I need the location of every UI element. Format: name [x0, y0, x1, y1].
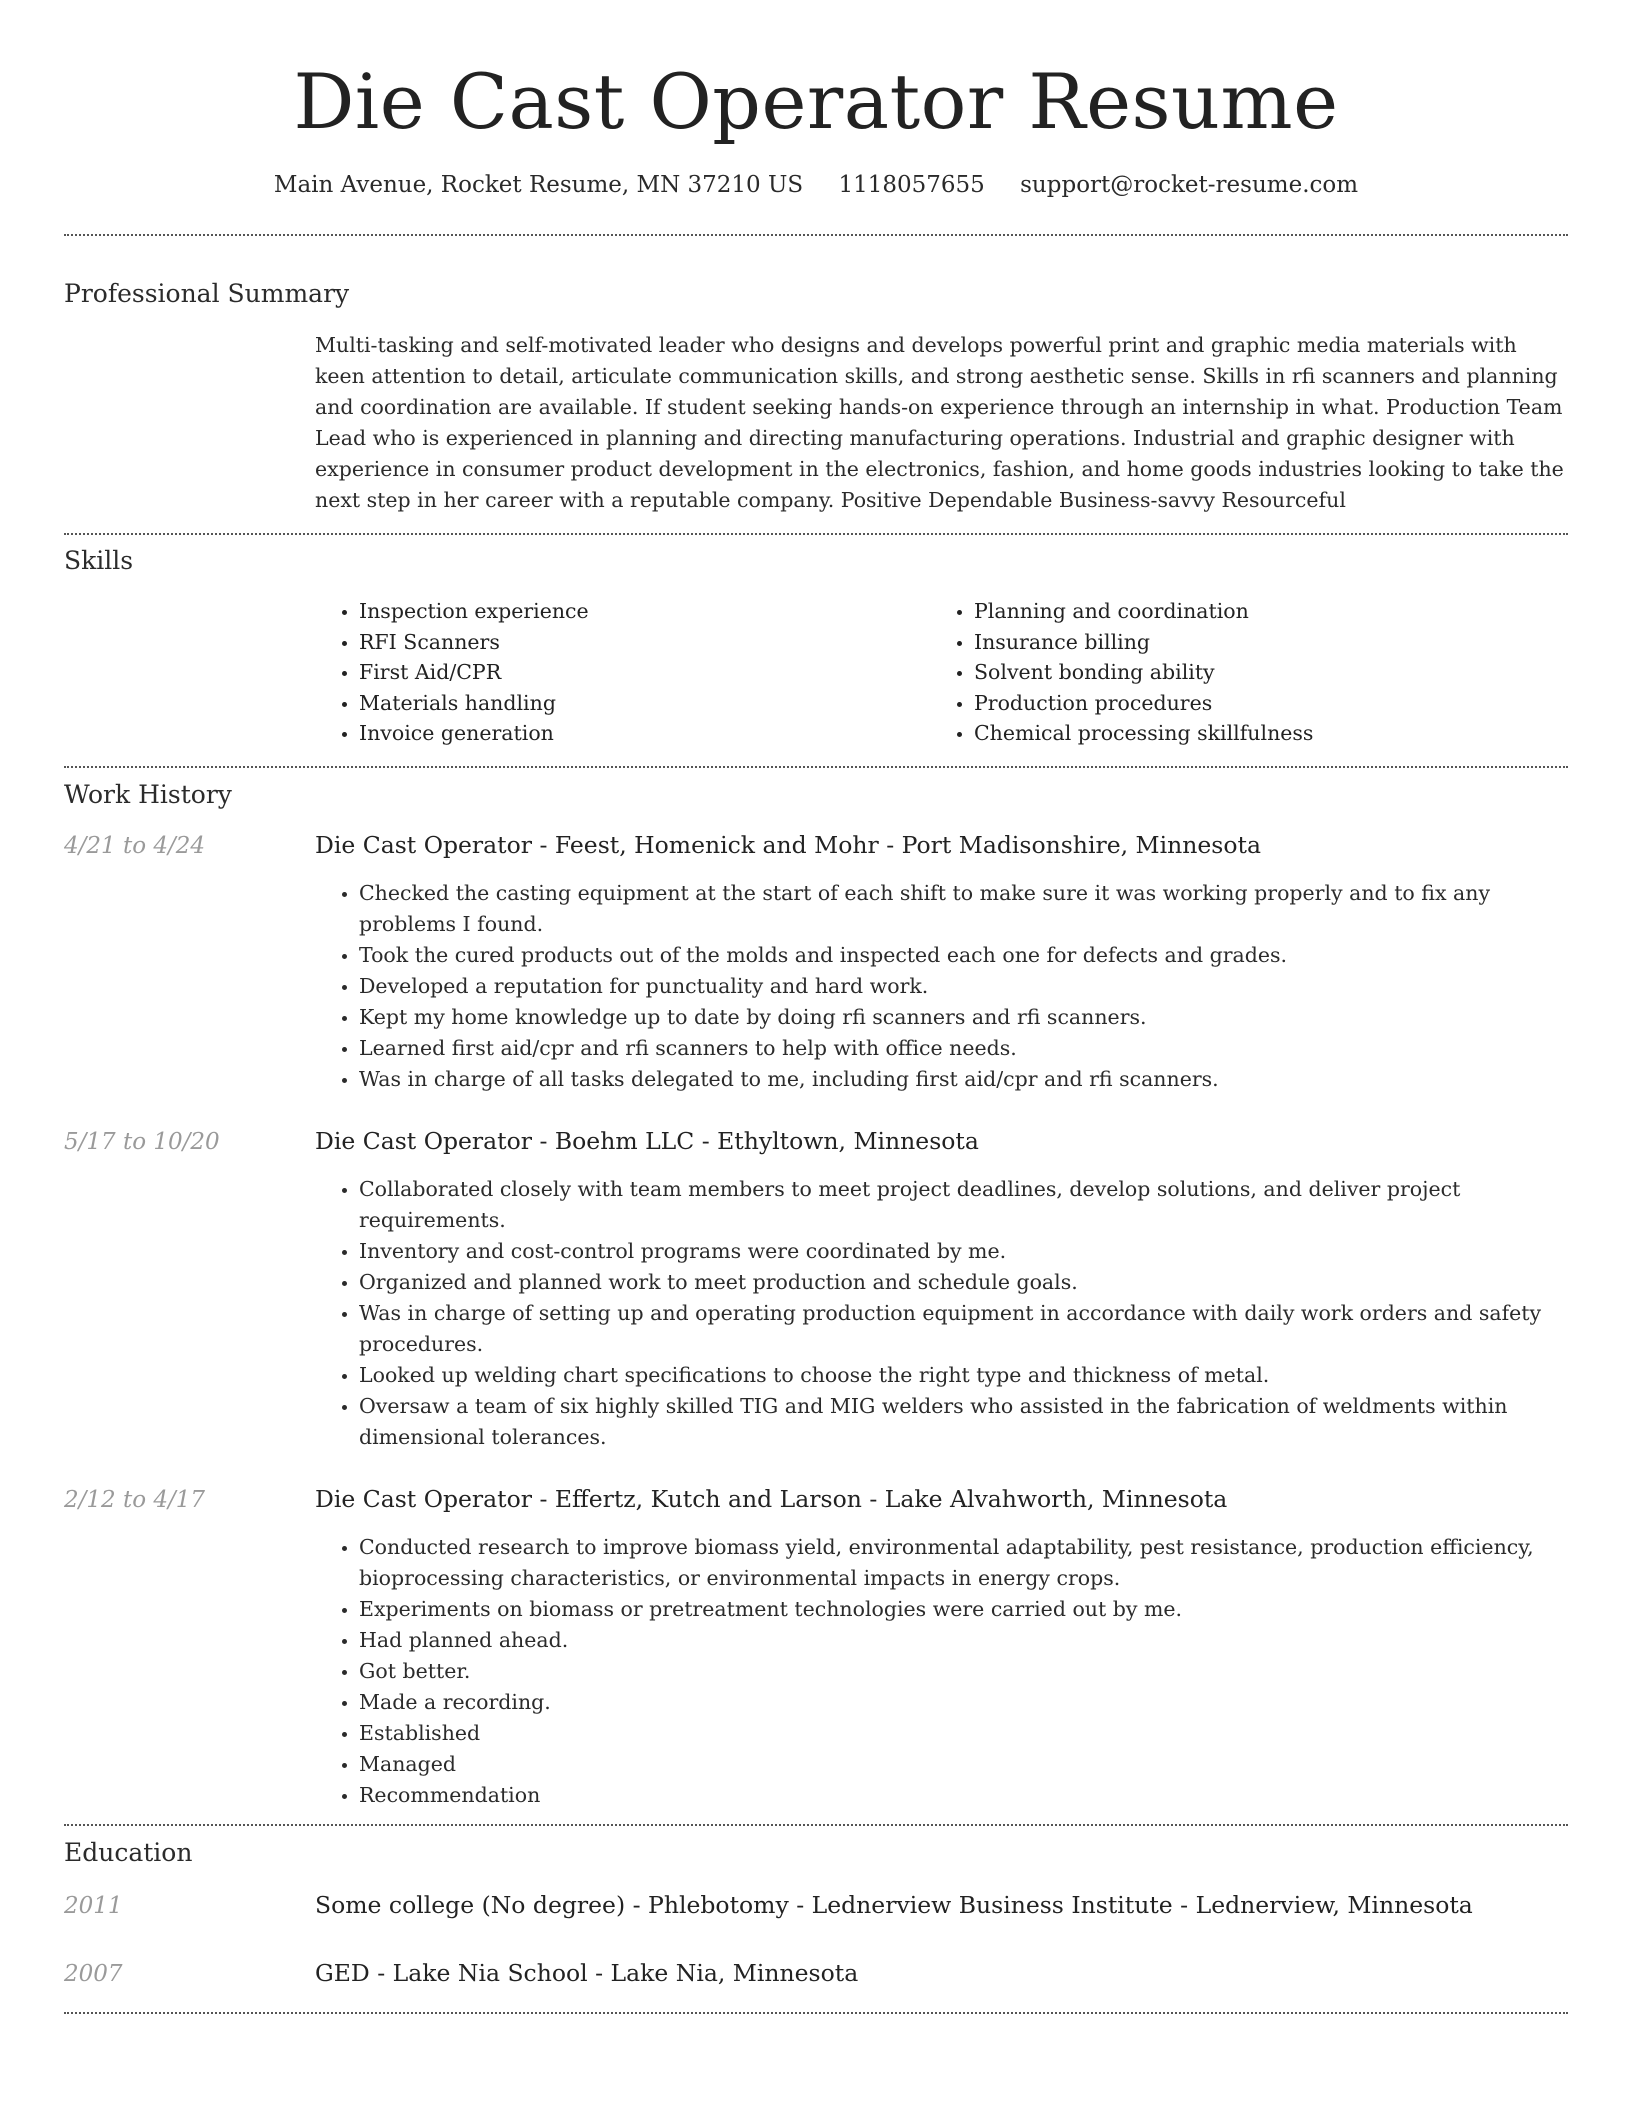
job-bullet: • Recommendation [359, 1780, 1568, 1811]
job-header [64, 829, 1568, 862]
job-header [64, 1483, 1568, 1516]
work-history-section [64, 768, 1568, 1811]
skills-list [315, 596, 1568, 749]
job-dates: 2/12 to 4/17 [64, 1486, 206, 1513]
job-bullet: • Inventory and cost-control programs were coordinated by me. [359, 1236, 1568, 1267]
job-bullet: • Organized and planned work to meet production and schedule goals. [359, 1267, 1568, 1298]
job-bullet: • Made a recording. [359, 1687, 1568, 1718]
summary-text: Multi-tasking and self-motivated leader who designs and develops powerful print and graphic media materials with keen attention to detail, articulate communication skills, and strong aesthetic sense. Skills in rfi scanners and planning and coordination are available. If student seeking hands-on experience through an internship in what. Production Team Lead who is experienced in planning and directing manufacturing operations. Industrial and graphic designer with experience in consumer product development in the electronics, fashion, and home goods industries looking to take the next step in her career with a reputable company. Positive Dependable Business-savvy Resourceful [315, 333, 1564, 512]
skill-item: • Materials handling [359, 688, 930, 719]
skill-item: • Planning and coordination [974, 596, 1545, 627]
job-bullets [315, 878, 1568, 1095]
skill-item: • Inspection experience [359, 596, 930, 627]
job-bullet: • Conducted research to improve biomass yield, environmental adaptability, pest resistance, production efficiency, bioprocessing characteristics, or environmental impacts in energy crops. [359, 1532, 1568, 1594]
skills-heading: Skills [64, 546, 134, 575]
job-bullet: • Got better. [359, 1656, 1568, 1687]
job-bullet: • Was in charge of setting up and operating production equipment in accordance with daily work orders and safety procedures. [359, 1298, 1568, 1360]
job-title: Die Cast Operator - Boehm LLC - Ethyltown, Minnesota [315, 1126, 979, 1155]
job-bullet: • Established [359, 1718, 1568, 1749]
job-entry [64, 1483, 1568, 1811]
skill-item: • First Aid/CPR [359, 657, 930, 688]
education-detail: Some college (No degree) - Phlebotomy - Lednerview Business Institute - Lednerview, Minnesota [315, 1890, 1473, 1919]
contact-line [64, 170, 1568, 200]
job-list [64, 829, 1568, 1811]
education-entry [64, 1957, 1568, 1990]
education-heading: Education [64, 1837, 193, 1867]
skill-item: • Invoice generation [359, 718, 930, 749]
job-bullet: • Collaborated closely with team members to meet project deadlines, develop solutions, and deliver project requirements. [359, 1174, 1568, 1236]
job-bullet: • Kept my home knowledge up to date by doing rfi scanners and rfi scanners. [359, 1002, 1568, 1033]
skills-column-left [315, 596, 930, 749]
job-bullets [315, 1532, 1568, 1811]
job-title: Die Cast Operator - Effertz, Kutch and Larson - Lake Alvahworth, Minnesota [315, 1484, 1228, 1513]
job-bullet: • Learned first aid/cpr and rfi scanners to help with office needs. [359, 1033, 1568, 1064]
contact-address: Main Avenue, Rocket Resume, MN 37210 US [273, 172, 804, 198]
work-history-heading: Work History [64, 779, 232, 809]
job-bullet: • Experiments on biomass or pretreatment technologies were carried out by me. [359, 1594, 1568, 1625]
contact-phone: 1118057655 [838, 172, 985, 198]
job-bullet: • Developed a reputation for punctuality and hard work. [359, 971, 1568, 1002]
skill-item: • RFI Scanners [359, 627, 930, 658]
job-title: Die Cast Operator - Feest, Homenick and Mohr - Port Madisonshire, Minnesota [315, 830, 1261, 859]
education-year: 2011 [64, 1892, 123, 1919]
job-bullet: • Was in charge of all tasks delegated to me, including first aid/cpr and rfi scanners. [359, 1064, 1568, 1095]
job-bullet: • Took the cured products out of the molds and inspected each one for defects and grades. [359, 940, 1568, 971]
skill-item: • Chemical processing skillfulness [974, 718, 1545, 749]
job-bullet: • Checked the casting equipment at the start of each shift to make sure it was working properly and to fix any problems I found. [359, 878, 1568, 940]
skills-column-right [930, 596, 1545, 749]
resume-title: Die Cast Operator Resume [293, 57, 1339, 146]
education-list [64, 1889, 1568, 1990]
job-dates: 4/21 to 4/24 [64, 832, 206, 859]
job-bullet: • Looked up welding chart specifications to choose the right type and thickness of metal. [359, 1360, 1568, 1391]
skill-item: • Solvent bonding ability [974, 657, 1545, 688]
job-header [64, 1125, 1568, 1158]
skill-item: • Insurance billing [974, 627, 1545, 658]
contact-email[interactable]: support@rocket-resume.com [1020, 172, 1359, 198]
job-bullet: • Had planned ahead. [359, 1625, 1568, 1656]
job-bullet: • Oversaw a team of six highly skilled TIG and MIG welders who assisted in the fabrication of weldments within dimensional tolerances. [359, 1391, 1568, 1453]
skills-section [64, 535, 1568, 749]
summary-section [64, 236, 1568, 516]
education-section [64, 1826, 1568, 1990]
job-bullets [315, 1174, 1568, 1453]
education-detail: GED - Lake Nia School - Lake Nia, Minnesota [315, 1958, 859, 1987]
skill-item: • Production procedures [974, 688, 1545, 719]
job-entry [64, 1125, 1568, 1453]
summary-heading: Professional Summary [64, 279, 350, 308]
education-entry [64, 1889, 1568, 1922]
job-bullet: • Managed [359, 1749, 1568, 1780]
divider [64, 2012, 1568, 2014]
job-dates: 5/17 to 10/20 [64, 1128, 220, 1155]
education-year: 2007 [64, 1960, 123, 1987]
job-entry [64, 829, 1568, 1095]
